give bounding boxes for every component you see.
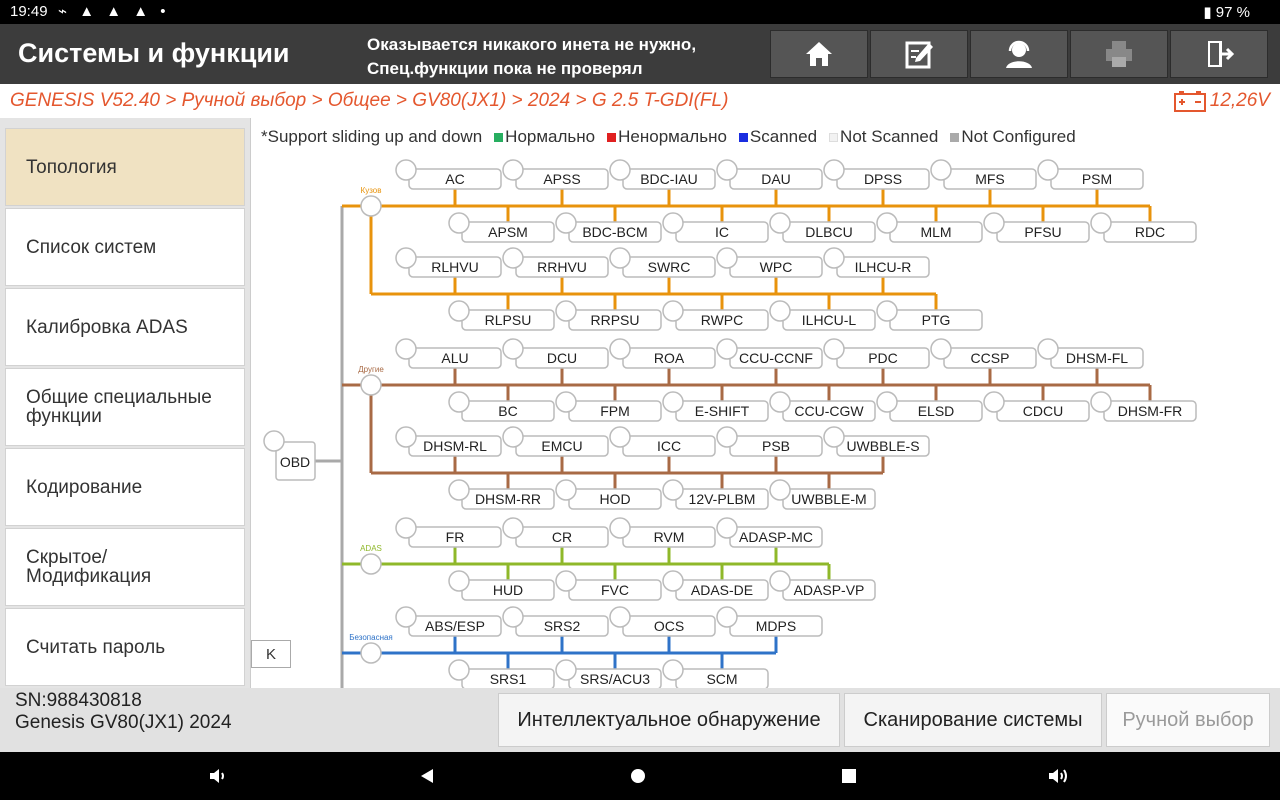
- topology-node-label: DHSM-RL: [423, 438, 487, 454]
- topology-node-label: RDC: [1134, 224, 1166, 240]
- legend: [261, 127, 1076, 147]
- topology-node-label: ADAS-DE: [690, 582, 754, 598]
- topology-node-label: CCU-CCNF: [739, 350, 813, 366]
- app-header: [0, 24, 1280, 84]
- topology-node-label: ILHCU-R: [854, 259, 912, 275]
- battery-icon: ▮: [1203, 4, 1212, 21]
- group-label-adas: ADAS: [360, 544, 382, 553]
- topology-node-mdps[interactable]: [717, 607, 822, 636]
- topology-node-label: AC: [445, 171, 465, 187]
- topology-node-rrpsu[interactable]: [556, 301, 661, 330]
- topology-node-dhsm-fl[interactable]: [1038, 339, 1143, 368]
- sidebar-item-hidden-modification[interactable]: [5, 528, 245, 606]
- battery-voltage: [1174, 90, 1270, 112]
- topology-node-label: CCSP: [970, 350, 1010, 366]
- topology-node-label: RLHVU: [431, 259, 479, 275]
- topology-node-scm[interactable]: [663, 660, 768, 688]
- volume-up-icon: [1047, 767, 1069, 785]
- topology-node-ptg[interactable]: [877, 301, 982, 330]
- topology-node-label: SRS1: [489, 671, 527, 687]
- edit-button[interactable]: [870, 30, 968, 78]
- volume-up-button[interactable]: [1043, 764, 1073, 788]
- topology-node-fvc[interactable]: [556, 571, 661, 600]
- topology-node-label: ICC: [656, 438, 682, 454]
- sidebar-item-label: Скрытое/ Модификация: [26, 547, 152, 587]
- sidebar-item-label: Калибровка ADAS: [26, 316, 188, 338]
- topology-node-label: DCU: [546, 350, 578, 366]
- topology-node-dcu[interactable]: [503, 339, 608, 368]
- group-hub[interactable]: [361, 375, 381, 395]
- vehicle-name: Genesis GV80(JX1) 2024: [15, 712, 232, 733]
- support-icon: [1002, 37, 1036, 71]
- topology-node-label: RLPSU: [484, 312, 532, 328]
- group-hub[interactable]: [361, 643, 381, 663]
- group-label-другие: Другие: [358, 365, 384, 374]
- topology-node-label: CR: [551, 529, 573, 545]
- topology-node-label: PFSU: [1024, 224, 1062, 240]
- status-time: 19:49: [10, 3, 48, 20]
- topology-node-apsm[interactable]: [449, 213, 554, 242]
- sidebar-item-label: Список систем: [26, 236, 157, 258]
- topology-node-label: PSM: [1081, 171, 1113, 187]
- topology-node-wpc[interactable]: [717, 248, 822, 277]
- topology-node-label: ADASP-VP: [793, 582, 865, 598]
- print-button[interactable]: [1070, 30, 1168, 78]
- topology-node-uwbble-s[interactable]: [824, 427, 929, 456]
- topology-node-dhsm-rl[interactable]: [396, 427, 501, 456]
- warning-icon: ▲: [133, 3, 153, 20]
- topology-node-label: RVM: [653, 529, 685, 545]
- legend-swatch-not-scanned: [829, 133, 838, 142]
- topology-node-label: APSM: [488, 224, 528, 240]
- topology-node-adas-de[interactable]: [663, 571, 768, 600]
- topology-node-e-shift[interactable]: [663, 392, 768, 421]
- topology-node-label: ABS/ESP: [425, 618, 485, 634]
- topology-node-label: RRPSU: [590, 312, 640, 328]
- topology-node-bdc-bcm[interactable]: [556, 213, 661, 242]
- topology-node-label: UWBBLE-M: [791, 491, 867, 507]
- topology-node-label: BDC-IAU: [640, 171, 698, 187]
- topology-node-dau[interactable]: [717, 160, 822, 189]
- topology-node-label: APSS: [543, 171, 581, 187]
- topology-node-label: OCS: [653, 618, 685, 634]
- car-battery-icon: [1174, 90, 1206, 112]
- group-label-кузов: Кузов: [360, 186, 382, 195]
- manual-select-button[interactable]: Ручной выбор: [1106, 693, 1270, 747]
- topology-node-label: UWBBLE-S: [846, 438, 920, 454]
- topology-node-label: MLM: [920, 224, 952, 240]
- sidebar-item-label: Общие специальные функции: [26, 387, 212, 427]
- sidebar-item-special-functions[interactable]: [5, 368, 245, 446]
- topology-node-dpss[interactable]: [824, 160, 929, 189]
- topology-node-label: PTG: [921, 312, 951, 328]
- legend-label-not-scanned: Not Scanned: [840, 127, 939, 146]
- topology-node-rwpc[interactable]: [663, 301, 768, 330]
- topology-node-obd-label: OBD: [279, 454, 311, 470]
- topology-node-label: DHSM-FR: [1117, 403, 1183, 419]
- topology-node-label: RWPC: [700, 312, 744, 328]
- topology-node-label: ILHCU-L: [801, 312, 857, 328]
- topology-node-rrhvu[interactable]: [503, 248, 608, 277]
- topology-node-swrc[interactable]: [610, 248, 715, 277]
- sidebar: [0, 118, 250, 688]
- topology-diagram[interactable]: [251, 118, 1280, 688]
- print-icon: [1102, 37, 1136, 71]
- legend-label-not-configured: Not Configured: [961, 127, 1076, 146]
- topology-node-psm[interactable]: [1038, 160, 1143, 189]
- topology-node-label: DPSS: [863, 171, 903, 187]
- sidebar-item-adas-calibration[interactable]: [5, 288, 245, 366]
- topology-node-label: ALU: [441, 350, 469, 366]
- exit-icon: [1202, 37, 1236, 71]
- topology-node-emcu[interactable]: [503, 427, 608, 456]
- topology-node-label: BDC-BCM: [582, 224, 648, 240]
- topology-node-elsd[interactable]: [877, 392, 982, 421]
- topology-node-pfsu[interactable]: [984, 213, 1089, 242]
- topology-node-12v-plbm[interactable]: [663, 480, 768, 509]
- topology-node-ilhcu-r[interactable]: [824, 248, 929, 277]
- legend-label-abnormal: Ненормально: [618, 127, 727, 146]
- group-hub[interactable]: [361, 196, 381, 216]
- nav-bar: [0, 752, 1280, 800]
- legend-swatch-scanned: [739, 133, 748, 142]
- sidebar-item-coding[interactable]: [5, 448, 245, 526]
- topology-node-label: E-SHIFT: [694, 403, 750, 419]
- topology-node-ocs[interactable]: [610, 607, 715, 636]
- warning-icon: ▲: [79, 3, 99, 20]
- topology-node-label: FR: [445, 529, 465, 545]
- topology-node-label: CCU-CGW: [794, 403, 864, 419]
- topology-node-srs1[interactable]: [449, 660, 554, 688]
- exit-button[interactable]: [1170, 30, 1268, 78]
- header-note-line2: Спец.функции пока не проверял: [367, 59, 643, 78]
- topology-node-label: FVC: [601, 582, 629, 598]
- warning-icon: ▲: [106, 3, 126, 20]
- topology-node-label: IC: [715, 224, 729, 240]
- topology-node-srs2[interactable]: [503, 607, 608, 636]
- topology-node-rdc[interactable]: [1091, 213, 1196, 242]
- topology-node-uwbble-m[interactable]: [770, 480, 875, 509]
- topology-node-label: MDPS: [755, 618, 797, 634]
- topology-node-abs-esp[interactable]: [396, 607, 501, 636]
- topology-node-label: ADASP-MC: [739, 529, 813, 545]
- support-button[interactable]: [970, 30, 1068, 78]
- home-nav-button[interactable]: [623, 764, 653, 788]
- topology-node-label: WPC: [759, 259, 793, 275]
- topology-node-label: BC: [498, 403, 518, 419]
- topology-node-label: PSB: [761, 438, 791, 454]
- volume-down-icon: [208, 767, 228, 785]
- topology-node-label: ROA: [653, 350, 685, 366]
- back-button[interactable]: [412, 764, 442, 788]
- topology-node-adasp-vp[interactable]: [770, 571, 875, 600]
- status-bar: [0, 0, 1280, 24]
- topology-node-rvm[interactable]: [610, 518, 715, 547]
- topology-node-label: RRHVU: [537, 259, 587, 275]
- topology-node-mfs[interactable]: [931, 160, 1036, 189]
- topology-node-label: DLBCU: [805, 224, 853, 240]
- topology-node-psb[interactable]: [717, 427, 822, 456]
- status-icons: [58, 2, 170, 20]
- system-scan-button[interactable]: Сканирование системы: [844, 693, 1102, 747]
- voltage-value: 12,26V: [1209, 90, 1270, 111]
- recents-button[interactable]: [834, 764, 864, 788]
- topology-node-icc[interactable]: [610, 427, 715, 456]
- topology-node-label: SRS/ACU3: [579, 671, 651, 687]
- topology-node-ic[interactable]: [663, 213, 768, 242]
- edit-icon: [902, 37, 936, 71]
- topology-node-label: ELSD: [917, 403, 955, 419]
- volume-down-button[interactable]: [203, 764, 233, 788]
- topology-node-label: CDCU: [1022, 403, 1064, 419]
- topology-node-roa[interactable]: [610, 339, 715, 368]
- sidebar-item-label: Топология: [26, 156, 117, 178]
- topology-node-label: 12V-PLBM: [688, 491, 756, 507]
- header-note-line1: Оказывается никакого инета не нужно,: [367, 35, 697, 54]
- sidebar-item-label: Кодирование: [26, 476, 143, 498]
- topology-node-ccu-cgw[interactable]: [770, 392, 875, 421]
- breadcrumb-path: GENESIS V52.40 > Ручной выбор > Общее > GV80(JX1) > 2024 > G 2.5 T-GDI(FL): [10, 90, 729, 111]
- topology-node-apss[interactable]: [503, 160, 608, 189]
- topology-node-fpm[interactable]: [556, 392, 661, 421]
- topology-node-label: HUD: [492, 582, 524, 598]
- topology-node-ccu-ccnf[interactable]: [717, 339, 822, 368]
- topology-node-label: DAU: [761, 171, 791, 187]
- serial-number: SN:988430818: [15, 690, 142, 711]
- header-note: [367, 33, 747, 81]
- collapse-sidebar-button[interactable]: K: [251, 640, 291, 668]
- topology-node-ccsp[interactable]: [931, 339, 1036, 368]
- topology-node-obd[interactable]: [264, 431, 315, 480]
- legend-swatch-not-configured: [950, 133, 959, 142]
- sidebar-item-system-list[interactable]: [5, 208, 245, 286]
- legend-swatch-normal: [494, 133, 503, 142]
- topology-node-bdc-iau[interactable]: [610, 160, 715, 189]
- topology-node-dhsm-rr[interactable]: [449, 480, 554, 509]
- home-icon: [802, 37, 836, 71]
- device-info: [15, 690, 232, 734]
- sidebar-item-topology[interactable]: [5, 128, 245, 206]
- topology-node-label: SWRC: [647, 259, 691, 275]
- topology-node-fr[interactable]: [396, 518, 501, 547]
- topology-node-rlpsu[interactable]: [449, 301, 554, 330]
- topology-node-cr[interactable]: [503, 518, 608, 547]
- topology-node-label: DHSM-RR: [474, 491, 542, 507]
- recents-icon: [841, 768, 857, 784]
- topology-node-dhsm-fr[interactable]: [1091, 392, 1196, 421]
- legend-hint: *Support sliding up and down: [261, 127, 483, 146]
- topology-node-label: DHSM-FL: [1065, 350, 1129, 366]
- topology-node-adasp-mc[interactable]: [717, 518, 822, 547]
- topology-node-hud[interactable]: [449, 571, 554, 600]
- topology-node-cdcu[interactable]: [984, 392, 1089, 421]
- topology-panel[interactable]: [250, 118, 1280, 688]
- group-label-безопасная: Безопасная: [349, 633, 393, 642]
- battery-status: [1203, 3, 1250, 21]
- topology-node-label: SRS2: [543, 618, 581, 634]
- legend-label-scanned: Scanned: [749, 127, 818, 146]
- legend-swatch-abnormal: [607, 133, 616, 142]
- home-button[interactable]: [770, 30, 868, 78]
- topology-node-label: FPM: [600, 403, 630, 419]
- topology-node-ilhcu-l[interactable]: [770, 301, 875, 330]
- sidebar-item-read-password[interactable]: [5, 608, 245, 686]
- topology-node-label: PDC: [868, 350, 898, 366]
- topology-node-alu[interactable]: [396, 339, 501, 368]
- usb-icon: ⌁: [58, 3, 72, 20]
- topology-node-rlhvu[interactable]: [396, 248, 501, 277]
- topology-node-label: SCM: [706, 671, 738, 687]
- topology-node-label: HOD: [599, 491, 631, 507]
- legend-label-normal: Нормально: [505, 127, 596, 146]
- topology-node-label: EMCU: [541, 438, 583, 454]
- group-hub[interactable]: [361, 554, 381, 574]
- sidebar-item-label: Считать пароль: [26, 636, 166, 658]
- topology-node-ac[interactable]: [396, 160, 501, 189]
- footer: [0, 688, 1280, 752]
- breadcrumb: [0, 84, 1280, 118]
- topology-node-label: MFS: [975, 171, 1005, 187]
- topology-node-pdc[interactable]: [824, 339, 929, 368]
- topology-node-hod[interactable]: [556, 480, 661, 509]
- dot-icon: •: [160, 3, 170, 20]
- page-title: Системы и функции: [18, 38, 290, 68]
- smart-detection-button[interactable]: Интеллектуальное обнаружение: [498, 693, 840, 747]
- topology-node-dlbcu[interactable]: [770, 213, 875, 242]
- back-icon: [419, 767, 435, 785]
- topology-node-srs-acu3[interactable]: [556, 660, 661, 688]
- topology-node-bc[interactable]: [449, 392, 554, 421]
- home-circle-icon: [630, 768, 646, 784]
- battery-level: 97 %: [1215, 4, 1250, 21]
- topology-node-mlm[interactable]: [877, 213, 982, 242]
